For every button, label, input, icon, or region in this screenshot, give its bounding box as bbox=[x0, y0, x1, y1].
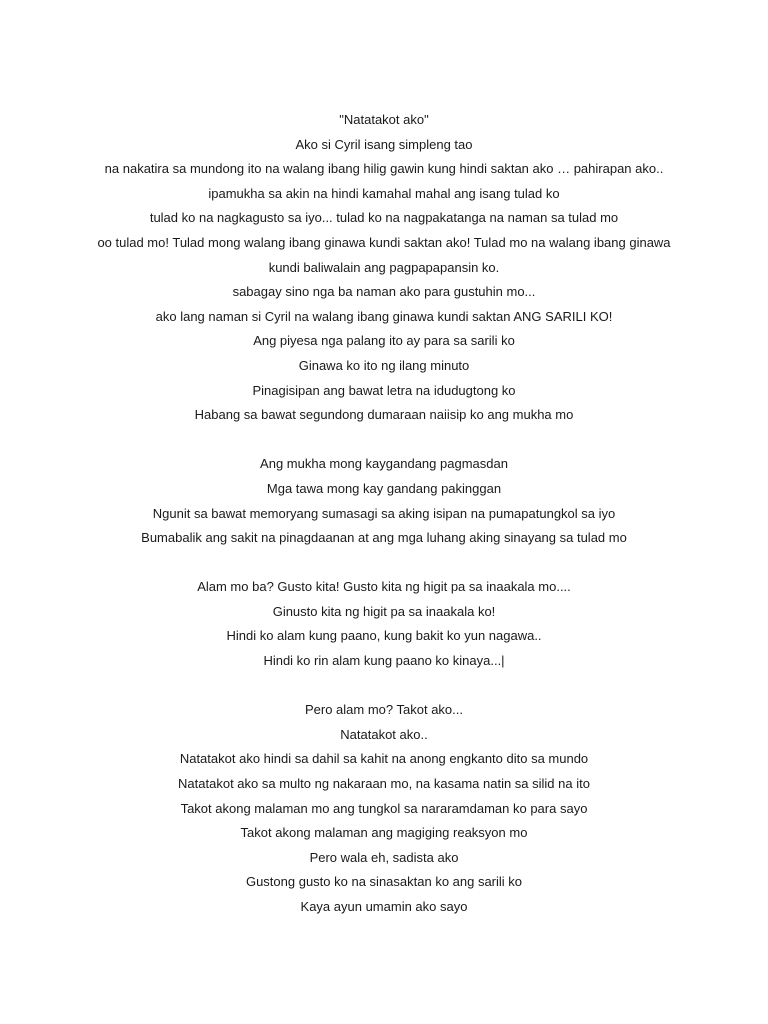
poem-line: Takot akong malaman ang magiging reaksyon mo bbox=[240, 825, 528, 841]
poem-line: na nakatira sa mundong ito na walang ibang hilig gawin kung hindi saktan ako … pahirapan ako.. bbox=[104, 161, 664, 177]
poem-line: sabagay sino nga ba naman ako para gustuhin mo... bbox=[232, 284, 536, 300]
poem-line: Ginusto kita ng higit pa sa inaakala ko! bbox=[272, 603, 496, 619]
poem-line: Ngunit sa bawat memoryang sumasagi sa aking isipan na pumapatungkol sa iyo bbox=[152, 505, 616, 521]
poem-line: Pero wala eh, sadista ako bbox=[309, 849, 459, 865]
stanza-4 bbox=[40, 698, 728, 919]
poem-line: Mga tawa mong kay gandang pakinggan bbox=[266, 480, 502, 496]
poem-line: tulad ko na nagkagusto sa iyo... tulad ko na nagpakatanga na naman sa tulad mo bbox=[149, 210, 619, 226]
poem-line: Ang mukha mong kaygandang pagmasdan bbox=[260, 456, 508, 472]
stanza-break bbox=[40, 674, 728, 699]
poem-line: Ginawa ko ito ng ilang minuto bbox=[298, 357, 470, 373]
poem-line: Ako si Cyril isang simpleng tao bbox=[295, 136, 473, 152]
poem-line: Natatakot ako.. bbox=[340, 726, 428, 742]
poem-line: Kaya ayun umamin ako sayo bbox=[300, 899, 468, 914]
poem-title: "Natatakot ako" bbox=[339, 112, 429, 127]
poem-line: Ang piyesa nga palang ito ay para sa sarili ko bbox=[253, 333, 515, 349]
poem-line: Habang sa bawat segundong dumaraan naiisip ko ang mukha mo bbox=[194, 407, 574, 423]
stanza-3 bbox=[40, 575, 728, 673]
poem-line: Natatakot ako sa multo ng nakaraan mo, na kasama natin sa silid na ito bbox=[178, 776, 590, 792]
poem-line: Gustong gusto ko na sinasaktan ko ang sarili ko bbox=[245, 874, 523, 890]
poem-line: Takot akong malaman mo ang tungkol sa nararamdaman ko para sayo bbox=[180, 800, 588, 816]
poem-line: Natatakot ako hindi sa dahil sa kahit na anong engkanto dito sa mundo bbox=[179, 751, 589, 767]
stanza-break bbox=[40, 551, 728, 576]
poem-line: ako lang naman si Cyril na walang ibang ginawa kundi saktan ANG SARILI KO! bbox=[155, 308, 613, 324]
stanza-1 bbox=[40, 133, 728, 428]
poem-line: kundi baliwalain ang pagpapapansin ko. bbox=[268, 259, 500, 275]
poem-line: Pinagisipan ang bawat letra na idudugtong ko bbox=[252, 382, 516, 398]
poem-line: ipamukha sa akin na hindi kamahal mahal ang isang tulad ko bbox=[208, 185, 560, 201]
poem-page bbox=[40, 108, 728, 920]
poem-line: Pero alam mo? Takot ako... bbox=[304, 702, 463, 718]
stanza-2 bbox=[40, 452, 728, 550]
stanza-break bbox=[40, 428, 728, 453]
poem-line: Hindi ko alam kung paano, kung bakit ko yun nagawa.. bbox=[226, 628, 542, 644]
poem-line: Alam mo ba? Gusto kita! Gusto kita ng higit pa sa inaakala mo.... bbox=[197, 579, 571, 595]
poem-line: Bumabalik ang sakit na pinagdaanan at ang mga luhang aking sinayang sa tulad mo bbox=[141, 530, 627, 546]
poem-line: oo tulad mo! Tulad mong walang ibang ginawa kundi saktan ako! Tulad mo na walang ibang ginawa bbox=[97, 234, 671, 250]
poem-line: Hindi ko rin alam kung paano ko kinaya...| bbox=[263, 653, 505, 669]
